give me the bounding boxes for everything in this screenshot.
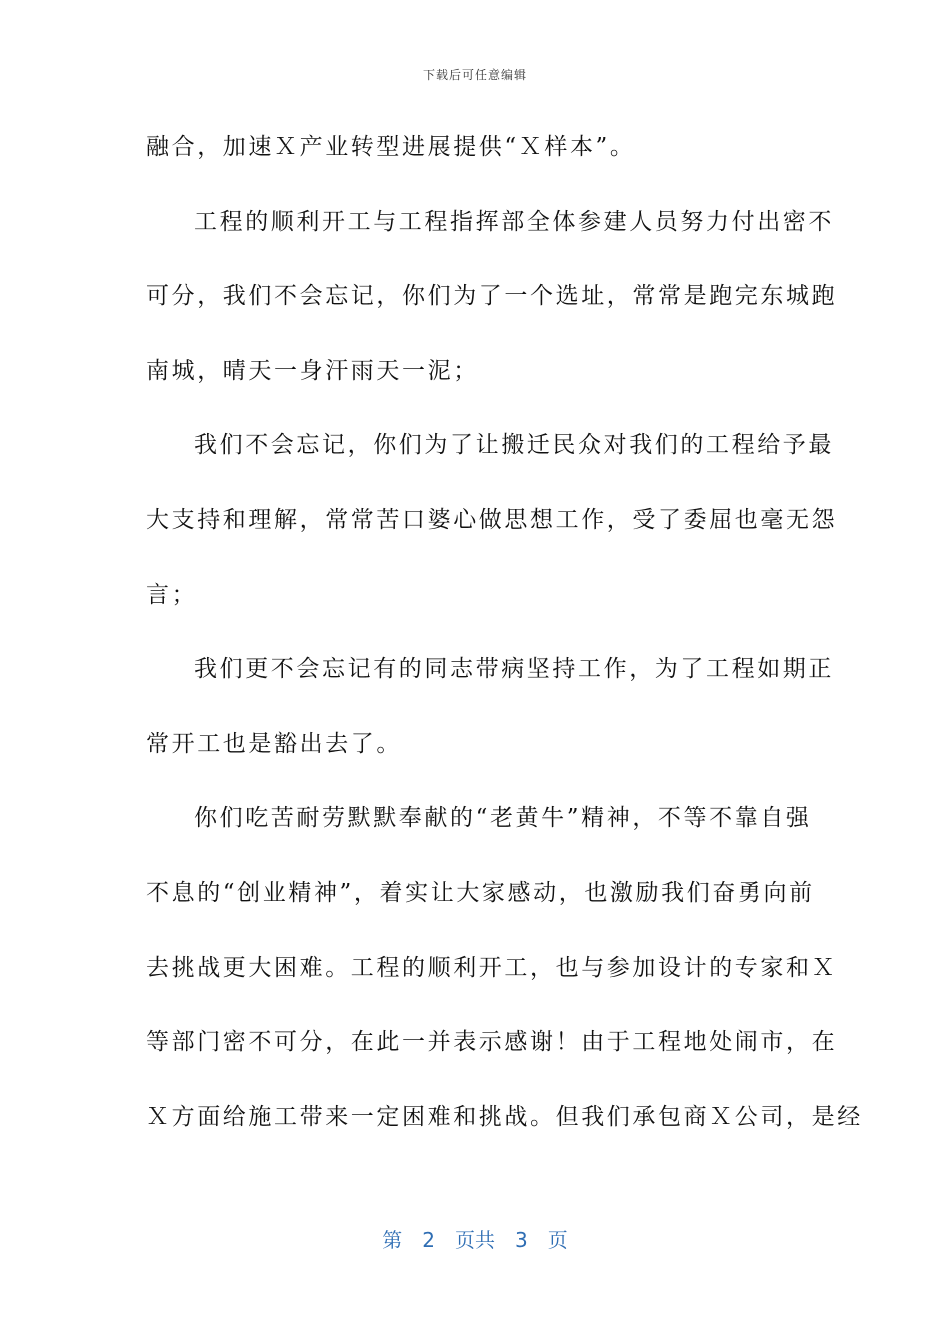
text-line: 去挑战更大困难。工程的顺利开工，也与参加设计的专家和Ｘ <box>146 954 838 981</box>
text-line: 可分，我们不会忘记，你们为了一个选址，常常是跑完东城跑 <box>146 283 838 310</box>
text-line: 等部门密不可分，在此一并表示感谢！由于工程地处闹市，在 <box>146 1029 838 1056</box>
text-line: 我们更不会忘记有的同志带病坚持工作，为了工程如期正 <box>194 656 834 683</box>
page-label-suffix: 页 <box>547 1228 568 1252</box>
text-line: 大支持和理解，常常苦口婆心做思想工作，受了委屈也毫无怨 <box>146 506 838 533</box>
text-line: 常开工也是豁出去了。 <box>146 730 402 757</box>
text-line: 你们吃苦耐劳默默奉献的“老黄牛”精神，不等不靠自强 <box>194 805 812 832</box>
current-page-number: 2 <box>422 1228 435 1252</box>
text-line: 南城，晴天一身汗雨天一泥； <box>146 357 479 384</box>
page-label-mid: 页共 <box>455 1228 495 1252</box>
page-header: 下载后可任意编辑 <box>422 68 527 82</box>
text-line: 工程的顺利开工与工程指挥部全体参建人员努力付出密不 <box>194 208 834 235</box>
total-pages-number: 3 <box>515 1228 528 1252</box>
text-line: 言； <box>146 581 198 608</box>
text-line: 我们不会忘记，你们为了让搬迁民众对我们的工程给予最 <box>194 432 834 459</box>
page-footer <box>0 1224 950 1253</box>
text-line: 不息的“创业精神”，着实让大家感动，也激励我们奋勇向前 <box>146 879 815 906</box>
page-label-prefix: 第 <box>382 1228 403 1252</box>
document-body <box>146 110 863 1154</box>
text-line: Ｘ方面给施工带来一定困难和挑战。但我们承包商Ｘ公司，是经 <box>146 1103 863 1130</box>
text-line: 融合，加速Ｘ产业转型进展提供“Ｘ样本”。 <box>146 134 636 160</box>
